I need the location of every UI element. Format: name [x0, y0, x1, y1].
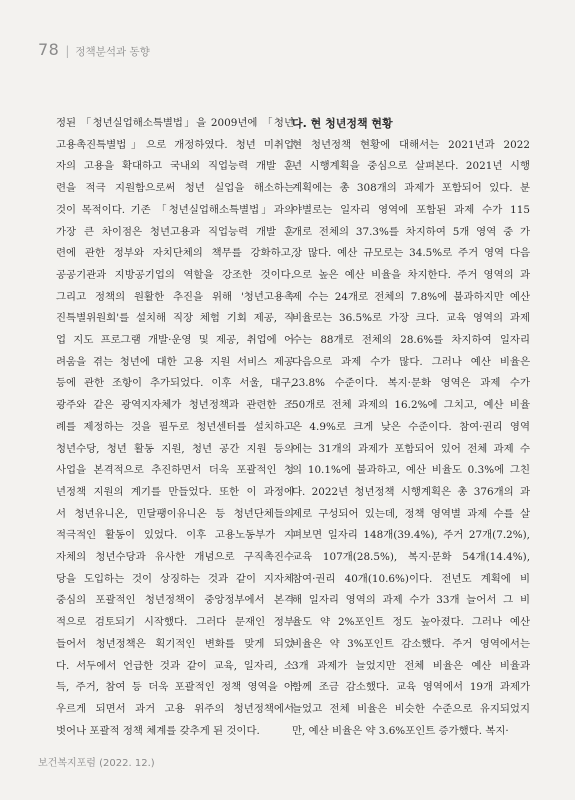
body-text-line: 늘었고 전체 비율은 비슷한 수준으로 유지되었지: [292, 702, 530, 715]
body-text-line: 례를 제정하는 것을 필두로 청년센터를 설치하고: [56, 420, 294, 433]
body-text-line: 의 10.1%에 불과하고, 예산 비율도 0.3%에 그친: [292, 464, 530, 477]
body-text-line: 비율로는 36.5%로 가장 크다. 교육 영역의 과제: [292, 312, 530, 325]
body-text-line: 당을 도입하는 것이 상징하는 것과 같이 지자체: [56, 572, 294, 585]
body-text-line: 다음으로 과제 수가 많다. 그러나 예산 비율은: [292, 355, 530, 368]
body-text-line: 그리고 정책의 원활한 추진을 위해 '청년고용촉: [56, 290, 294, 303]
body-text-line: 자체의 청년수당과 유사한 개념으로 구직촉진수: [56, 551, 294, 564]
body-text-line: 함께 조금 감소했다. 교육 영역에서 19개 과제가: [292, 681, 530, 694]
body-text-line: 광주와 같은 광역지자체가 청년정책과 관련한 조: [56, 399, 294, 412]
body-text-line: 장 많다. 예산 규모로는 34.5%로 주거 영역 다음: [292, 247, 530, 260]
body-text-line: 해 일자리 영역의 과제 수가 33개 늘어서 그 비: [292, 594, 530, 607]
body-text-line: 펴보면 일자리 148개(39.4%), 주거 27개(7.2%),: [292, 529, 530, 542]
body-text-line: 비율은 약 3%포인트 감소했다. 주거 영역에서는: [292, 637, 530, 650]
body-text-line: 우르게 되면서 과거 고용 위주의 청년정책에서: [56, 702, 294, 715]
body-text-line: 50개로 전체 과제의 16.2%에 그치고, 예산 비율: [292, 399, 530, 412]
body-text-line: 으로 높은 예산 비율을 차지한다. 주거 영역의 과: [292, 268, 530, 281]
body-text-line: 련에 관한 정부와 자치단체의 책무를 강화하고,: [56, 247, 294, 260]
body-text-line: 벗어나 포괄적 정책 체계를 갖추게 된 것이다.: [56, 724, 260, 737]
body-text-line: 수는 88개로 전체의 28.6%를 차지하여 일자리: [292, 334, 530, 347]
body-text-line: 참여·권리 40개(10.6%)이다. 전년도 계획에 비: [292, 572, 530, 585]
body-text-line: 적으로 검토되기 시작했다. 그러다 문재인 정부: [56, 616, 294, 629]
body-text-line: 교육 107개(28.5%), 복지·문화 54개(14.4%),: [292, 551, 530, 564]
body-text-line: 제로 구성되어 있는데, 정책 영역별 과제 수를 살: [292, 507, 530, 520]
body-text-line: 사업을 본격적으로 추진하면서 더욱 포괄적인 청: [56, 464, 294, 477]
body-text-line: 들어서 청년정책은 획기적인 변화를 맞게 되었: [56, 637, 294, 650]
body-text-line: 것이 목적이다. 기존 「청년실업해소특별법」과의: [56, 203, 294, 216]
body-text-line: 련을 적극 지원함으로써 청년 실업을 해소하는: [56, 182, 294, 195]
header-separator: |: [65, 44, 70, 58]
body-text-line: 다. 2022년 청년정책 시행계획은 총 376개의 과: [292, 485, 530, 498]
page-header: [38, 40, 150, 59]
body-text-line: 서 청년유니온, 민달팽이유니온 등 청년단체들의: [56, 507, 294, 520]
body-text-line: 율도 약 2%포인트 정도 높아졌다. 그러나 예산: [292, 616, 530, 629]
body-text-line: 고용촉진특별법」으로 개정하였다. 청년 미취업: [56, 138, 294, 151]
body-text-line: 에는 31개의 과제가 포함되어 있어 전체 과제 수: [292, 442, 530, 455]
body-text-line: 개로 전체의 37.3%를 차지하여 5개 영역 중 가: [292, 225, 530, 238]
body-text-line: 적극적인 활동이 있었다. 이후 고용노동부가 지: [56, 529, 294, 542]
body-text-line: 년정책 지원의 계기를 만들었다. 또한 이 과정에: [56, 485, 294, 498]
section-title: 정책분석과 동향: [75, 46, 150, 58]
body-text-line: 가장 큰 차이점은 청년고용과 직업능력 개발 훈: [56, 225, 294, 238]
body-text-line: 정된 「청년실업해소특별법」을 2009년에 「청년: [56, 117, 294, 129]
body-text-line: 진특별위원회'를 설치해 직장 체험 기회 제공, 직: [56, 312, 294, 325]
page-footer: 보건복지포럼 (2022. 12.): [38, 758, 155, 769]
body-text-line: 제 수는 24개로 전체의 7.8%에 불과하지만 예산: [292, 290, 530, 303]
body-text-line: 청년수당, 청년 활동 지원, 청년 공간 지원 등의: [56, 442, 294, 455]
body-text-line: 려움을 겪는 청년에 대한 고용 지원 서비스 제공: [56, 355, 294, 368]
body-text-line: 만, 예산 비율은 약 3.6%포인트 증가했다. 복지·: [292, 724, 509, 737]
page-number: 78: [38, 40, 60, 59]
body-text-line: 자의 고용을 확대하고 국내외 직업능력 개발 훈: [56, 160, 294, 173]
body-text-line: 3개 과제가 늘었지만 전체 비율은 예산 비율과: [292, 659, 530, 672]
body-text-line: 년 시행계획을 중심으로 살펴본다. 2021년 시행: [292, 160, 530, 173]
body-text-line: 공공기관과 지방공기업의 역할을 강조한 것이다.: [56, 268, 294, 281]
body-text-line: 등에 관한 조항이 추가되었다. 이후 서울, 대구,: [56, 377, 294, 390]
body-text-line: 계획에는 총 308개의 과제가 포함되어 있다. 분: [292, 182, 530, 195]
body-text-line: 다. 서두에서 언급한 것과 같이 교육, 일자리, 소: [56, 659, 294, 672]
body-text-line: 현 청년정책 현황에 대해서는 2021년과 2022: [292, 138, 530, 151]
left-column: [56, 113, 294, 742]
body-text-line: 중심의 포괄적인 청년정책이 중앙정부에서 본격: [56, 594, 294, 607]
section-subheading: 다. 현 청년정책 현황: [292, 117, 393, 130]
body-text-line: 득, 주거, 참여 등 더욱 포괄적인 정책 영역을 아: [56, 681, 294, 694]
body-text-line: 야별로는 일자리 영역에 포함된 과제 수가 115: [292, 203, 530, 216]
body-text-line: 23.8% 수준이다. 복지·문화 영역은 과제 수가: [292, 377, 530, 390]
body-text-line: 업 지도 프로그램 개발·운영 및 제공, 취업에 어: [56, 334, 294, 347]
right-column: [292, 113, 530, 742]
body-text-line: 은 4.9%로 크게 낮은 수준이다. 참여·권리 영역: [292, 420, 530, 433]
